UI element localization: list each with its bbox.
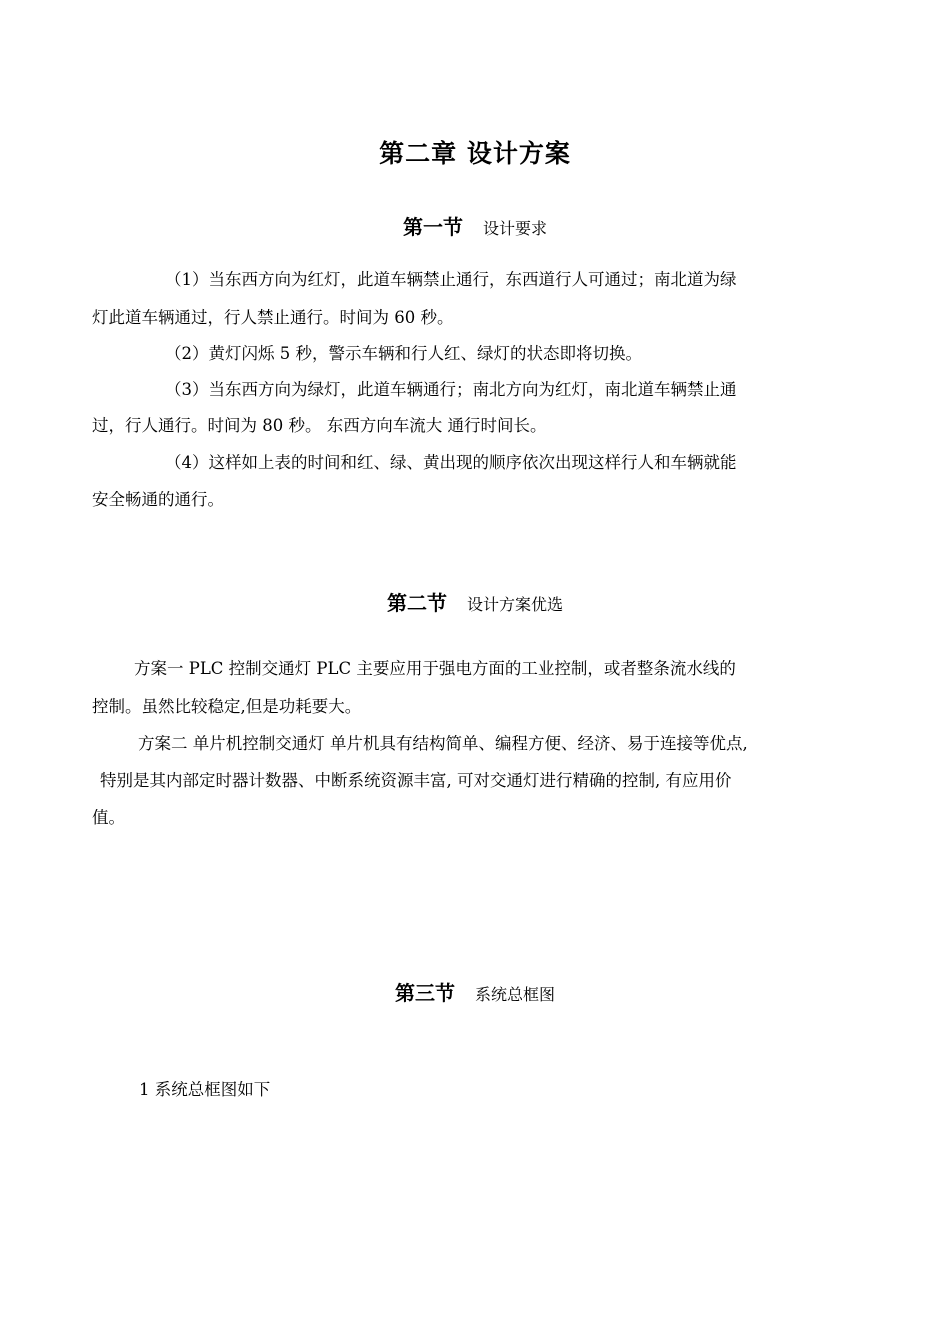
paragraph-line: （3）当东西方向为绿灯，此道车辆通行；南北方向为红灯，南北道车辆禁止通: [165, 380, 737, 399]
paragraph-line: （1）当东西方向为红灯，此道车辆禁止通行，东西道行人可通过；南北道为绿: [165, 270, 737, 289]
paragraph-line: 特别是其内部定时器计数器、中断系统资源丰富, 可对交通灯进行精确的控制, 有应用价: [100, 771, 732, 790]
paragraph-line: 方案一 PLC 控制交通灯 PLC 主要应用于强电方面的工业控制，或者整条流水线的: [134, 659, 736, 678]
section-name: 设计方案优选: [466, 595, 563, 614]
paragraph-line: 过，行人通行。时间为 80 秒。 东西方向车流大 通行时间长。: [92, 416, 547, 435]
paragraph-line: 安全畅通的通行。: [92, 490, 224, 509]
section-number: 第三节: [394, 981, 455, 1005]
section-number: 第一节: [402, 215, 463, 239]
section-name: 系统总框图: [474, 985, 555, 1004]
section-heading-3: [0, 977, 950, 1006]
paragraph-line: （2）黄灯闪烁 5 秒，警示车辆和行人红、绿灯的状态即将切换。: [165, 344, 642, 363]
paragraph-line: 值。: [92, 808, 125, 827]
paragraph-line: （4）这样如上表的时间和红、绿、黄出现的顺序依次出现这样行人和车辆就能: [165, 453, 737, 472]
section-heading-1: [0, 211, 950, 240]
section-name: 设计要求: [482, 219, 547, 238]
chapter-title: 第二章 设计方案: [379, 139, 571, 168]
list-item: 1 系统总框图如下: [139, 1080, 271, 1099]
paragraph-line: 方案二 单片机控制交通灯 单片机具有结构简单、编程方便、经济、易于连接等优点,: [138, 734, 748, 753]
section-number: 第二节: [386, 591, 447, 615]
paragraph-line: 控制。虽然比较稳定,但是功耗要大。: [92, 697, 362, 716]
section-heading-2: [0, 587, 950, 616]
paragraph-line: 灯此道车辆通过，行人禁止通行。时间为 60 秒。: [92, 308, 454, 327]
